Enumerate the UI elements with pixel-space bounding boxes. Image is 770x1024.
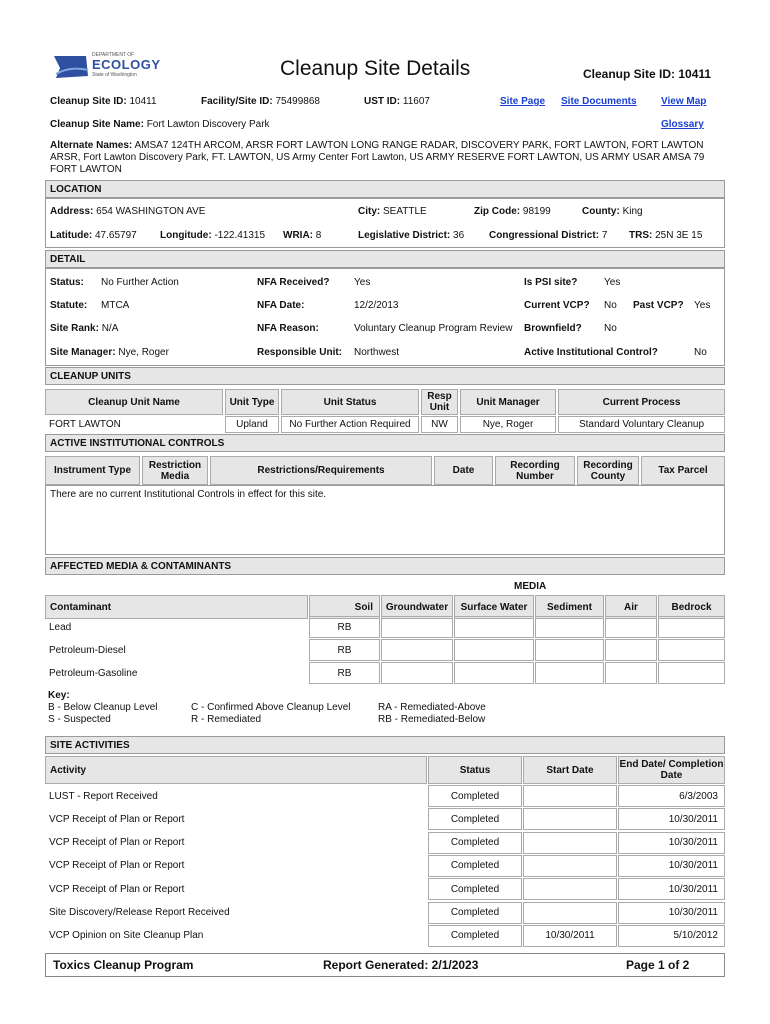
col-tax-parcel: Tax Parcel — [641, 456, 725, 485]
responsible-unit-label: Responsible Unit: — [257, 347, 343, 358]
detail-header: DETAIL — [45, 250, 725, 268]
site-manager: Site Manager: Nye, Roger — [50, 347, 169, 358]
media-header: AFFECTED MEDIA & CONTAMINANTS — [45, 557, 725, 575]
media-row-1-groundwater — [381, 639, 453, 661]
wria: WRIA: 8 — [283, 230, 322, 241]
page-title: Cleanup Site Details — [280, 57, 471, 80]
activity-cell — [523, 808, 617, 830]
activity-cell — [523, 878, 617, 900]
alternate-names: Alternate Names: AMSA7 124TH ARCOM, ARSR FORT LAWTON LONG RANGE RADAR, DISCOVERY PARK, FORT LAWTON, FORT LAWTON ARSR, Fort Lawton Discovery Park, FT. LAWTON, US Army Center Fort Lawton, US ARMY RESERVE FORT LAWTON, US ARMY USAR AMSA 79 FORT LAWTON — [50, 140, 705, 175]
col-unit-status: Unit Status — [281, 389, 419, 415]
media-row-0-air — [605, 616, 657, 638]
col-contaminant: Contaminant — [45, 595, 308, 619]
aic-header: ACTIVE INSTITUTIONAL CONTROLS — [45, 434, 725, 452]
col-surface-water: Surface Water — [454, 595, 534, 619]
activity-cell: 6/3/2003 — [618, 785, 725, 807]
nfa-date-value: 12/2/2013 — [354, 300, 399, 311]
activity-cell: 10/30/2011 — [618, 855, 725, 877]
col-current-process: Current Process — [558, 389, 725, 415]
address: Address: 654 WASHINGTON AVE — [50, 206, 206, 217]
col-groundwater: Groundwater — [381, 595, 453, 619]
aic-note: There are no current Institutional Controls in effect for this site. — [50, 489, 327, 500]
logo-line2: ECOLOGY — [92, 57, 161, 72]
key-ra: RA - Remediated-Above — [378, 702, 486, 713]
activities-header: SITE ACTIVITIES — [45, 736, 725, 754]
unit-row-manager: Nye, Roger — [460, 416, 556, 433]
unit-row-status: No Further Action Required — [281, 416, 419, 433]
unit-row-name: FORT LAWTON — [49, 419, 121, 430]
activity-cell — [523, 832, 617, 854]
activity-cell: VCP Receipt of Plan or Report — [49, 813, 185, 825]
key-title: Key: — [48, 690, 70, 701]
activity-cell: VCP Opinion on Site Cleanup Plan — [49, 930, 204, 942]
logo-line3: State of Washington — [92, 72, 137, 78]
media-row-1-air — [605, 639, 657, 661]
col-start-date: Start Date — [523, 756, 617, 784]
activity-cell: Completed — [428, 785, 522, 807]
col-unit-type: Unit Type — [225, 389, 279, 415]
cleanup-units-header: CLEANUP UNITS — [45, 367, 725, 385]
col-activity: Activity — [45, 756, 427, 784]
county: County: King — [582, 206, 643, 217]
ust-id: UST ID: 11607 — [364, 96, 430, 107]
activity-cell: Completed — [428, 855, 522, 877]
location-header: LOCATION — [45, 180, 725, 198]
site-documents-link[interactable]: Site Documents — [561, 96, 637, 107]
statute-value: MTCA — [101, 300, 130, 311]
media-row-2-air — [605, 662, 657, 684]
activity-cell: VCP Receipt of Plan or Report — [49, 837, 185, 849]
col-bedrock: Bedrock — [658, 595, 725, 619]
col-instrument-type: Instrument Type — [45, 456, 140, 485]
brownfield-label: Brownfield? — [524, 323, 582, 334]
media-row-1-soil: RB — [309, 639, 380, 661]
active-ic-value: No — [694, 347, 707, 358]
media-row-0-groundwater — [381, 616, 453, 638]
col-end-date: End Date/ Completion Date — [618, 756, 725, 784]
media-row-1-surface — [454, 639, 534, 661]
col-restriction-media: Restriction Media — [142, 456, 208, 485]
col-air: Air — [605, 595, 657, 619]
media-row-2-surface — [454, 662, 534, 684]
activity-cell: 10/30/2011 — [618, 808, 725, 830]
activity-cell: Completed — [428, 902, 522, 924]
col-resp-unit: Resp Unit — [421, 389, 458, 415]
status-value: No Further Action — [101, 277, 179, 288]
site-page-link[interactable]: Site Page — [500, 96, 546, 107]
past-vcp-label: Past VCP? — [633, 300, 684, 311]
activity-cell: VCP Receipt of Plan or Report — [49, 860, 185, 872]
activity-cell: Completed — [428, 878, 522, 900]
site-id-top: Cleanup Site ID: 10411 — [583, 67, 712, 81]
footer-program: Toxics Cleanup Program — [53, 958, 194, 972]
footer-generated: Report Generated: 2/1/2023 — [323, 958, 479, 972]
media-label: MEDIA — [514, 581, 547, 592]
activity-cell — [523, 855, 617, 877]
media-row-2-soil: RB — [309, 662, 380, 684]
media-row-2-groundwater — [381, 662, 453, 684]
key-b: B - Below Cleanup Level — [48, 702, 158, 713]
activity-cell: 10/30/2011 — [523, 925, 617, 947]
media-row-1-contaminant: Petroleum-Diesel — [49, 644, 126, 656]
col-soil: Soil — [309, 595, 380, 619]
longitude: Longitude: -122.41315 — [160, 230, 266, 241]
activity-cell — [523, 902, 617, 924]
col-date: Date — [434, 456, 493, 485]
media-row-0-bedrock — [658, 616, 725, 638]
active-ic-label: Active Institutional Control? — [524, 347, 658, 358]
media-row-1-bedrock — [658, 639, 725, 661]
col-unit-manager: Unit Manager — [460, 389, 556, 415]
facility-id: Facility/Site ID: 75499868 — [201, 96, 320, 107]
unit-row-process: Standard Voluntary Cleanup — [558, 416, 725, 433]
nfa-reason-label: NFA Reason: — [257, 323, 319, 334]
activity-cell: Site Discovery/Release Report Received — [49, 907, 230, 918]
brownfield-value: No — [604, 323, 617, 334]
media-row-0-soil: RB — [309, 616, 380, 638]
latitude: Latitude: 47.65797 — [50, 230, 137, 241]
nfa-received-label: NFA Received? — [257, 277, 330, 288]
site-name: Cleanup Site Name: Fort Lawton Discovery Park — [50, 119, 270, 130]
city: City: SEATTLE — [358, 206, 427, 217]
footer-page: Page 1 of 2 — [626, 958, 690, 972]
col-sediment: Sediment — [535, 595, 604, 619]
zip: Zip Code: 98199 — [474, 206, 551, 217]
statute-label: Statute: — [50, 300, 88, 311]
past-vcp-value: Yes — [694, 300, 711, 311]
status-label: Status: — [50, 277, 84, 288]
activity-cell: 5/10/2012 — [618, 925, 725, 947]
glossary-link[interactable]: Glossary — [661, 119, 704, 130]
key-c: C - Confirmed Above Cleanup Level — [191, 702, 351, 713]
activity-cell: 10/30/2011 — [618, 878, 725, 900]
unit-row-type: Upland — [225, 416, 279, 433]
activity-cell: Completed — [428, 925, 522, 947]
col-status: Status — [428, 756, 522, 784]
responsible-unit-value: Northwest — [354, 347, 400, 358]
activity-cell: Completed — [428, 832, 522, 854]
col-unit-name: Cleanup Unit Name — [45, 389, 223, 415]
washington-map-icon — [52, 52, 90, 80]
nfa-reason-value: Voluntary Cleanup Program Review — [354, 323, 513, 334]
nfa-received-value: Yes — [354, 277, 371, 288]
site-id: Cleanup Site ID: 10411 — [50, 96, 157, 107]
key-s: S - Suspected — [48, 714, 111, 725]
unit-row-resp: NW — [421, 416, 458, 433]
legislative-district: Legislative District: 36 — [358, 230, 465, 241]
media-row-0-surface — [454, 616, 534, 638]
current-vcp-value: No — [604, 300, 617, 311]
view-map-link[interactable]: View Map — [661, 96, 707, 107]
activity-cell: VCP Receipt of Plan or Report — [49, 883, 185, 895]
col-recording-number: Recording Number — [495, 456, 575, 485]
col-restrictions: Restrictions/Requirements — [210, 456, 432, 485]
ecology-logo — [52, 52, 161, 82]
media-row-2-sediment — [535, 662, 604, 684]
psi-value: Yes — [604, 277, 621, 288]
activity-cell: LUST - Report Received — [49, 790, 158, 802]
congressional-district: Congressional District: 7 — [489, 230, 608, 241]
logo-line1: DEPARTMENT OF — [92, 52, 135, 58]
activity-cell — [523, 785, 617, 807]
site-rank: Site Rank: N/A — [50, 323, 119, 334]
media-row-1-sediment — [535, 639, 604, 661]
media-row-0-sediment — [535, 616, 604, 638]
activity-cell: 10/30/2011 — [618, 832, 725, 854]
media-row-2-contaminant: Petroleum-Gasoline — [49, 667, 138, 679]
trs: TRS: 25N 3E 15 — [629, 230, 703, 241]
media-row-0-contaminant: Lead — [49, 621, 72, 633]
col-recording-county: Recording County — [577, 456, 639, 485]
key-rb: RB - Remediated-Below — [378, 714, 486, 725]
psi-label: Is PSI site? — [524, 277, 578, 288]
media-row-2-bedrock — [658, 662, 725, 684]
activity-cell: 10/30/2011 — [618, 902, 725, 924]
activity-cell: Completed — [428, 808, 522, 830]
key-r: R - Remediated — [191, 714, 262, 725]
current-vcp-label: Current VCP? — [524, 300, 590, 311]
nfa-date-label: NFA Date: — [257, 300, 305, 311]
